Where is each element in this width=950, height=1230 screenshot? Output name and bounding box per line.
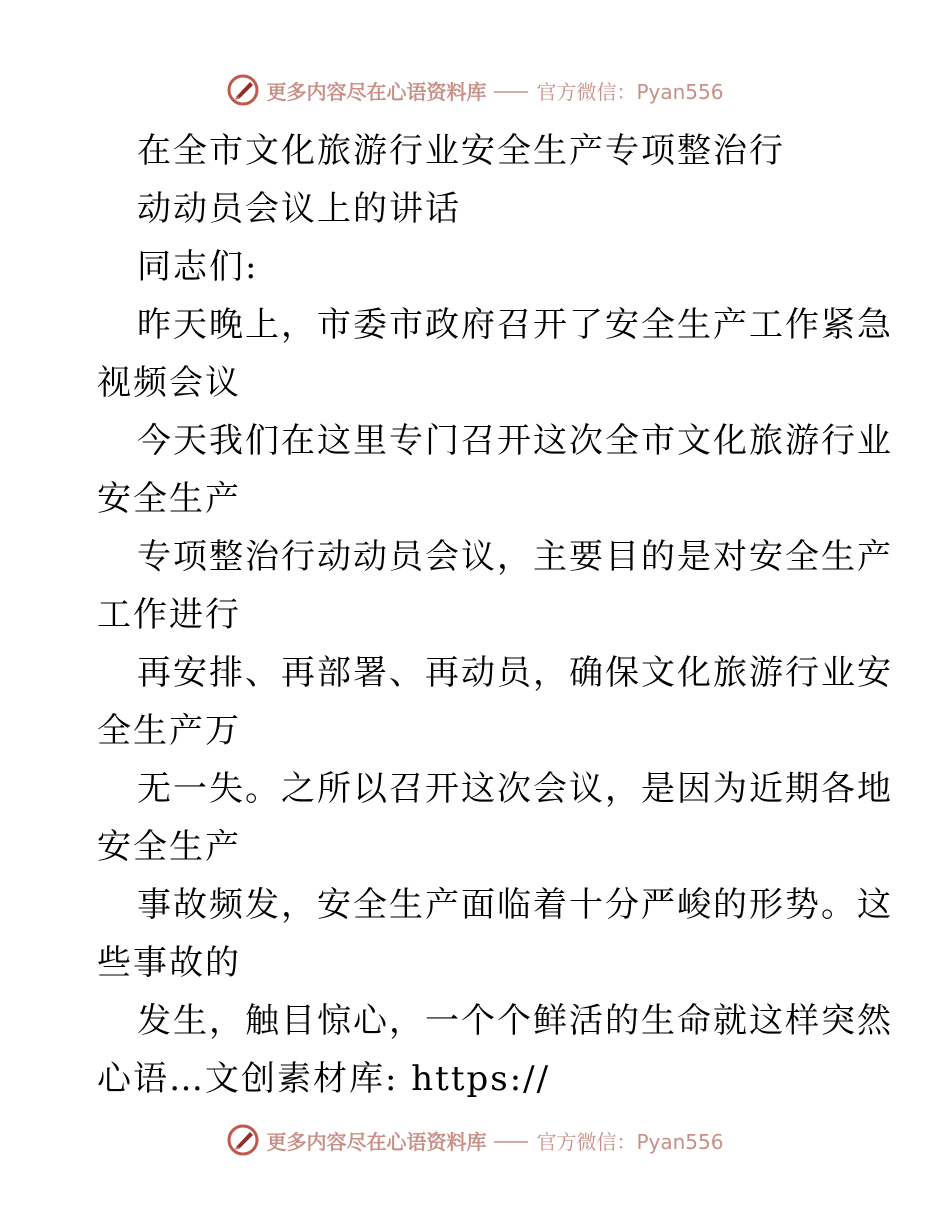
doc-line-6: 今天我们在这里专门召开这次全市文化旅游行业 [137, 421, 893, 461]
brush-logo-icon [226, 1123, 260, 1157]
header-watermark [0, 70, 950, 110]
doc-line-15: 些事故的 [97, 943, 241, 983]
doc-line-8: 专项整治行动动员会议，主要目的是对安全生产 [137, 537, 893, 577]
doc-line-7: 安全生产 [97, 479, 241, 519]
doc-line-3: 同志们: [137, 247, 259, 287]
doc-line-2: 动动员会议上的讲话 [137, 189, 461, 229]
doc-line-12: 无一失。之所以召开这次会议，是因为近期各地 [137, 769, 893, 809]
footer-watermark [0, 1120, 950, 1160]
watermark-divider [494, 91, 528, 93]
doc-line-4: 昨天晚上，市委市政府召开了安全生产工作紧急 [137, 305, 893, 345]
document-body [97, 122, 893, 1108]
doc-line-1: 在全市文化旅游行业安全生产专项整治行 [137, 131, 785, 171]
brush-logo-icon [226, 73, 260, 107]
watermark-sub-text: 官方微信：Pyan556 [536, 1129, 724, 1154]
doc-line-10: 再安排、再部署、再动员，确保文化旅游行业安 [137, 653, 893, 693]
doc-line-14: 事故频发，安全生产面临着十分严峻的形势。这 [137, 885, 893, 925]
doc-line-5: 视频会议 [97, 363, 241, 403]
doc-line-9: 工作进行 [97, 595, 241, 635]
doc-line-13: 安全生产 [97, 827, 241, 867]
doc-line-16: 发生，触目惊心，一个个鲜活的生命就这样突然 [137, 1001, 893, 1041]
watermark-sub-text: 官方微信：Pyan556 [536, 79, 724, 104]
watermark-main-text: 更多内容尽在心语资料库 [266, 1129, 487, 1154]
doc-line-11: 全生产万 [97, 711, 241, 751]
watermark-divider [494, 1141, 528, 1143]
watermark-main-text: 更多内容尽在心语资料库 [266, 79, 487, 104]
doc-line-17: 心语…文创素材库: https:// [97, 1059, 551, 1099]
